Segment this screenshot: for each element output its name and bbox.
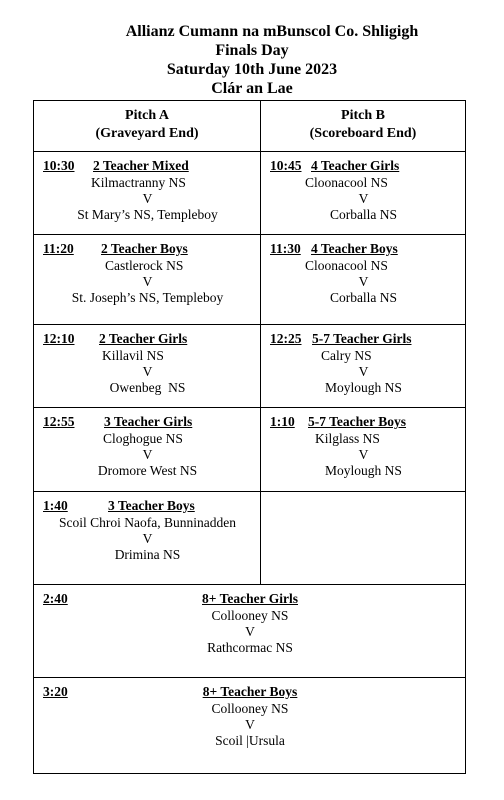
team-1: Cloghogue NS [103,431,183,446]
fixture-category: 3 Teacher Boys [108,498,195,513]
fixture-a3 [34,325,261,408]
fixture-time: 10:45 [270,158,302,173]
versus-label: V [142,531,153,546]
fixture-time: 11:30 [270,241,301,256]
pitch-a-name: Pitch A [125,108,169,123]
team-1: Castlerock NS [105,258,184,273]
schedule-title: Clár an Lae [211,80,293,97]
fixture-category: 5-7 Teacher Boys [308,414,407,429]
fixture-b3 [261,325,466,408]
fixture-category: 3 Teacher Girls [104,414,193,429]
fixture-a2 [34,235,261,325]
fixture-time: 12:25 [270,331,302,346]
team-2: Corballa NS [329,290,398,305]
versus-label: V [142,191,153,206]
fixture-a5 [34,492,261,585]
fixture-category: 2 Teacher Girls [99,331,188,346]
fixture-category-text: 8+ Teacher Boys [202,684,298,699]
team-2: St. Joseph’s NS, Templeboy [71,290,224,305]
fixture-category-text: 8+ Teacher Girls [202,591,298,606]
pitch-a-subtitle: (Graveyard End) [95,126,199,141]
fixture-a4 [34,408,261,492]
team-2: Dromore West NS [97,463,198,478]
versus-label: V [245,717,255,732]
fixture-time: 2:40 [43,591,68,606]
fixture-time: 1:10 [270,414,295,429]
event-title: Finals Day [215,42,289,59]
fixture-a1 [34,152,261,235]
fixture-category: 2 Teacher Mixed [93,158,189,173]
team-2: Scoil |Ursula [215,733,285,748]
team-1: Collooney NS [211,701,289,716]
fixture-category: 4 Teacher Boys [311,241,398,256]
team-2: Owenbeg NS [109,380,186,395]
fixture-time: 1:40 [43,498,68,513]
versus-label: V [358,364,369,379]
fixture-final-1 [34,585,466,678]
team-2: Moylough NS [325,380,402,395]
team-2: Drimina NS [114,547,181,562]
team-1: Killavil NS [102,348,164,363]
fixture-category: 5-7 Teacher Girls [312,331,412,346]
pitch-b-subtitle: (Scoreboard End) [309,126,417,141]
team-1: Cloonacool NS [305,258,388,273]
versus-label: V [245,624,255,639]
fixture-category [34,591,466,608]
page-header [0,22,504,98]
fixture-time: 12:10 [43,331,75,346]
pitch-a-header [34,101,261,152]
fixture-category: 2 Teacher Boys [101,241,188,256]
fixture-b2 [261,235,466,325]
fixture-b1 [261,152,466,235]
fixture-category [34,684,466,701]
fixture-category: 4 Teacher Girls [311,158,400,173]
team-2: Corballa NS [329,207,398,222]
team-1: Collooney NS [211,608,289,623]
team-2: St Mary’s NS, Templeboy [77,207,218,222]
versus-label: V [358,274,369,289]
team-1: Kilglass NS [315,431,380,446]
team-2: Moylough NS [325,463,402,478]
versus-label: V [358,447,369,462]
event-date: Saturday 10th June 2023 [166,61,338,78]
versus-label: V [142,447,153,462]
team-1: Cloonacool NS [305,175,388,190]
fixture-time: 12:55 [43,414,75,429]
versus-label: V [142,364,153,379]
pitch-b-header [261,101,466,152]
pitch-b-name: Pitch B [341,108,385,123]
fixture-final-2 [34,678,466,774]
fixture-b4 [261,408,466,492]
schedule-table [33,100,466,774]
team-2: Rathcormac NS [207,640,293,655]
team-1: Scoil Chroi Naofa, Bunninadden [59,515,236,530]
team-1: Calry NS [321,348,372,363]
empty-slot [261,492,466,585]
organisation-title: Allianz Cumann na mBunscol Co. Shligigh [125,23,419,40]
versus-label: V [358,191,369,206]
versus-label: V [142,274,153,289]
fixture-time: 11:20 [43,241,74,256]
fixture-time: 3:20 [43,684,68,699]
fixture-time: 10:30 [43,158,75,173]
team-1: Kilmactranny NS [91,175,186,190]
